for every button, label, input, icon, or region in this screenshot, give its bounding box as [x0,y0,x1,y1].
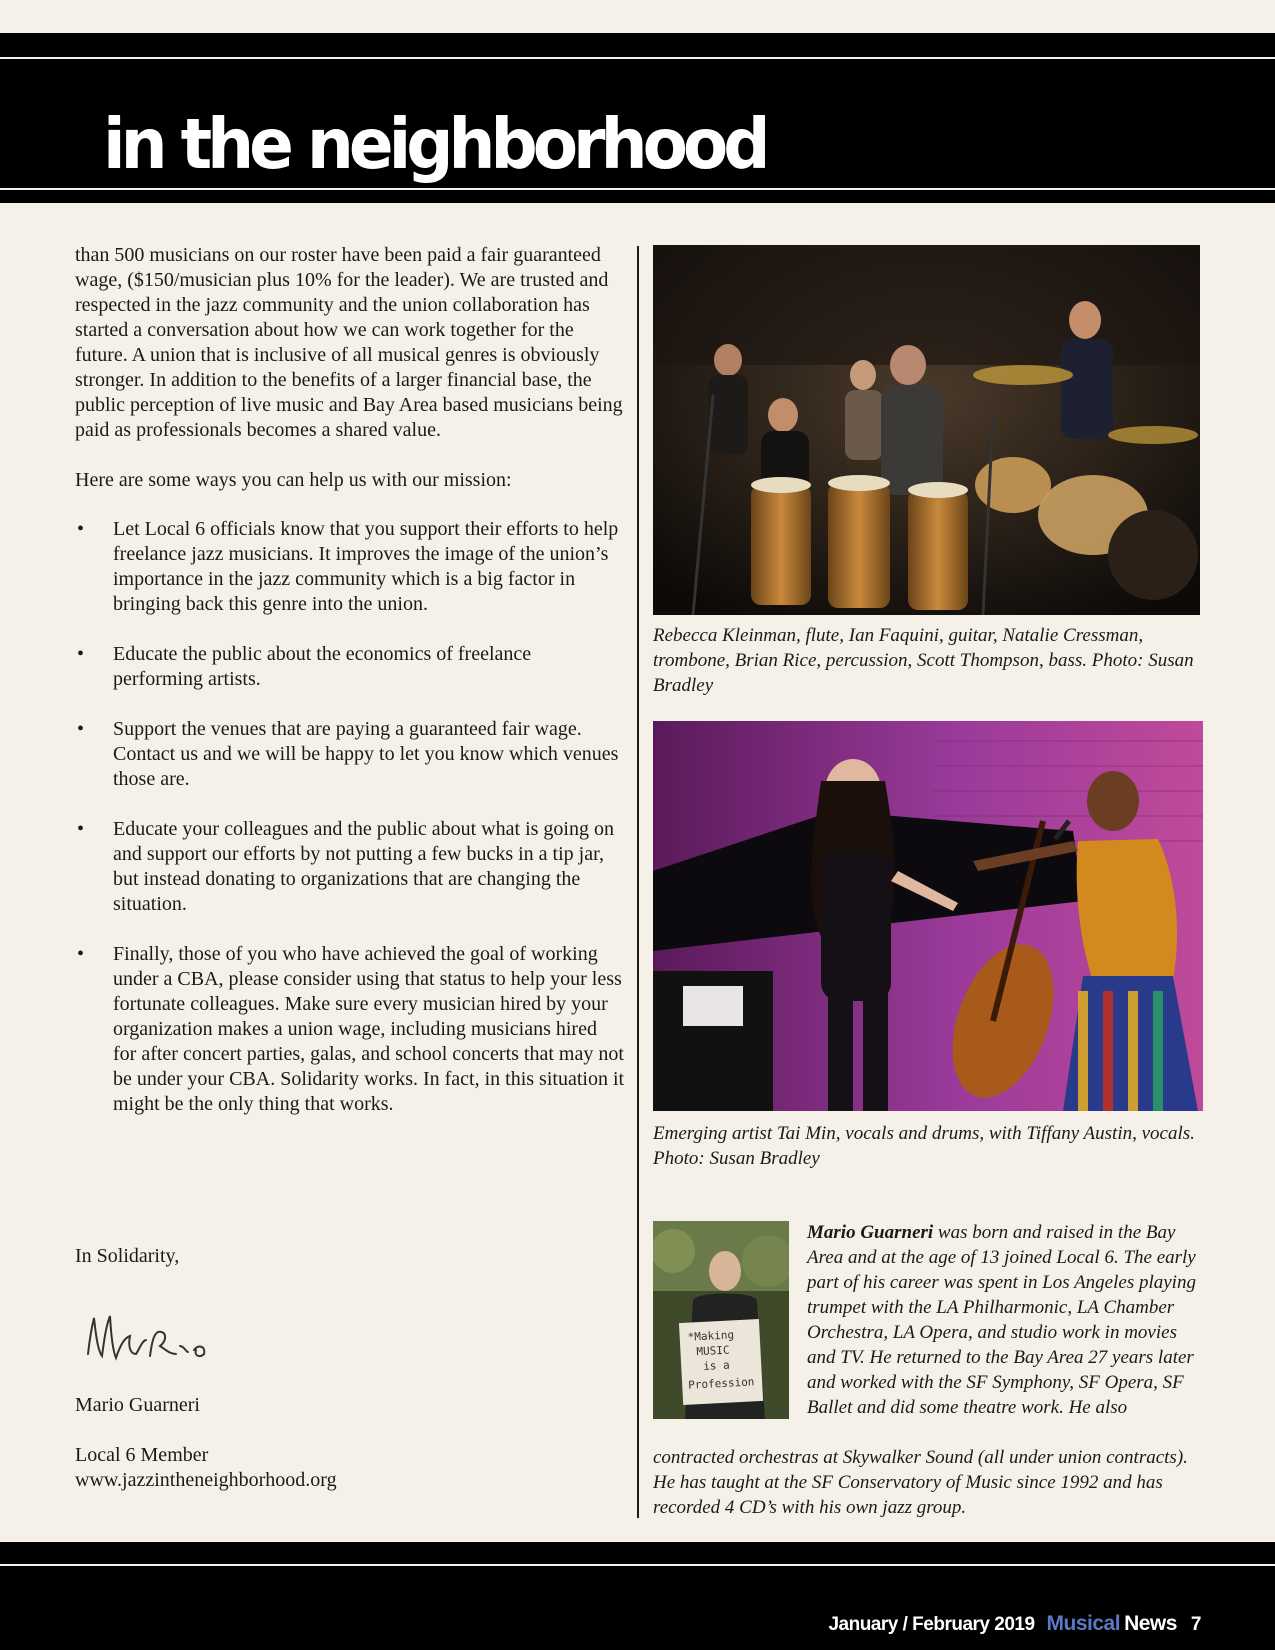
list-item: • Educate the public about the economics of freelance performing artists. [77,643,532,690]
sign-text-line3: is a [702,1358,731,1373]
list-item: • Finally, those of you who have achieved the goal of working under a CBA, please consider using that status to help your less fortunate colleagues. Make sure every musician hired by your organization makes a union wage, including musicians hired for after concert parties, galas, and school concerts that may not be under your CBA. Solidarity works. In fact, in this situation it might be the only thing that works. [77,943,625,1115]
article-column [75,243,625,1142]
ensemble-photo-caption: Rebecca Kleinman, flute, Ian Faquini, guitar, Natalie Cressman, trombone, Brian Rice, percussion, Scott Thompson, bass. Photo: Susan Bradley [653,625,1194,696]
author-bio-name: Mario Guarneri [807,1222,934,1243]
list-item: • Support the venues that are paying a guaranteed fair wage. Contact us and we will be happy to let you know which venues those are. [77,718,619,790]
sign-text-line2: MUSIC [696,1343,730,1359]
author-affiliation: Local 6 Member [75,1444,209,1466]
article-lead-in: Here are some ways you can help us with our mission: [75,469,512,491]
bullet-icon: • [77,818,85,840]
signature-image [80,1296,240,1376]
author-photo [653,1221,789,1419]
ensemble-photo [653,245,1200,615]
sign-text-line1: *Making [687,1328,735,1344]
issue-date: January / February 2019 [828,1614,1035,1635]
section-title: in the neighborhood [103,104,766,185]
vocalists-photo [653,721,1203,1111]
footer-rule [0,1564,1275,1566]
mission-list [75,517,625,1117]
list-item: • Let Local 6 officials know that you support their efforts to help freelance jazz musicians. It improves the image of the union’s importance in the jazz community which is a big factor in bringing back this genre into the union. [77,518,619,615]
header-top-rule [0,57,1275,59]
vocalists-photo-caption: Emerging artist Tai Min, vocals and drums, with Tiffany Austin, vocals. Photo: Susan Bradley [653,1123,1195,1169]
article-intro: than 500 musicians on our roster have been paid a fair guaranteed wage, ($150/musician plus 10% for the leader). We are trusted and respected in the jazz community and the union collaboration has started a conversation about how we can work together for the future. A union that is inclusive of all musical genres is obviously stronger. In addition to the benefits of a larger financial base, the public perception of live music and Bay Area based musicians being paid as professionals becomes a shared value. [75,244,623,441]
column-divider [637,246,639,1518]
author-name: Mario Guarneri [75,1394,200,1416]
author-bio-continued: contracted orchestras at Skywalker Sound (all under union contracts). He has taught at the SF Conservatory of Music since 1992 and has recorded 4 CD’s with his own jazz group. [653,1447,1188,1518]
footer-credit [828,1612,1201,1636]
sign-text-line4: Profession [687,1375,755,1392]
brand-musical: Musical [1046,1612,1121,1635]
author-bio: Mario Guarneri was born and raised in the Bay Area and at the age of 13 joined Local 6. The early part of his career was spent in Los Angeles playing trumpet with the LA Philharmonic, LA Chamber Orchestra, LA Opera, and studio work in movies and TV. He returned to the Bay Area 27 years later and worked with the SF Symphony, SF Opera, SF Ballet and did some theatre work. He also [807,1222,1196,1418]
page-number: 7 [1190,1614,1201,1635]
bullet-icon: • [77,518,85,540]
list-item: • Educate your colleagues and the public about what is going on and support our efforts by not putting a few bucks in a tip jar, but instead donating to organizations that are changing the situation. [77,818,614,915]
bullet-icon: • [77,643,85,665]
website-link[interactable]: www.jazzintheneighborhood.org [75,1469,337,1491]
sign-off: In Solidarity, [75,1245,180,1267]
header-bottom-rule [0,188,1275,190]
bullet-icon: • [77,718,85,740]
bullet-icon: • [77,943,85,965]
brand-news: News [1124,1612,1177,1635]
